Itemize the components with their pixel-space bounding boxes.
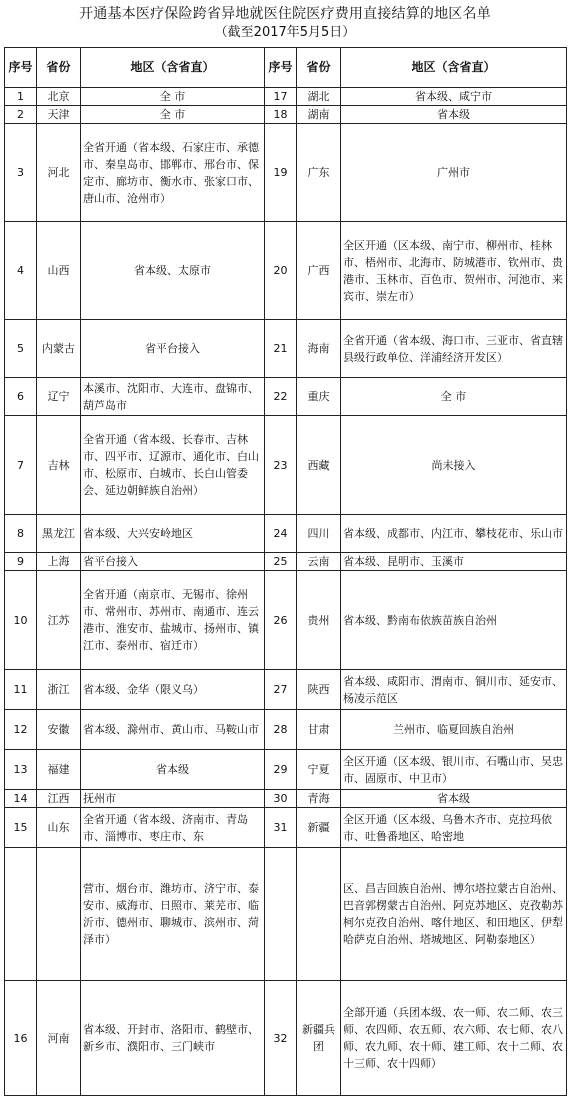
province-name: 北京	[37, 88, 81, 106]
table-row	[5, 88, 567, 106]
province-name: 新疆兵团	[297, 981, 341, 1096]
table-row	[5, 515, 567, 553]
province-name: 广西	[297, 222, 341, 320]
header-region-left: 地区（含省直）	[81, 48, 265, 88]
region-list: 省本级、黔南布依族苗族自治州	[341, 571, 567, 670]
row-number: 24	[265, 515, 297, 553]
row-number: 5	[5, 320, 37, 378]
region-list: 省本级、滁州市、黄山市、马鞍山市	[81, 710, 265, 750]
table-row	[5, 320, 567, 378]
province-name: 河南	[37, 981, 81, 1096]
row-number: 20	[265, 222, 297, 320]
row-number: 22	[265, 378, 297, 416]
row-number: 19	[265, 124, 297, 222]
region-list: 全省开通（省本级、济南市、青岛市、淄博市、枣庄市、东	[81, 808, 265, 848]
province-name: 云南	[297, 553, 341, 571]
region-list: 省本级、金华（限义乌）	[81, 670, 265, 710]
row-number: 14	[5, 790, 37, 808]
region-list: 全区开通（区本级、南宁市、柳州市、桂林市、梧州市、北海市、防城港市、钦州市、贵港市、玉林市、百色市、贺州市、河池市、来宾市、崇左市）	[341, 222, 567, 320]
table-row	[5, 571, 567, 670]
province-name: 陕西	[297, 670, 341, 710]
row-number: 13	[5, 750, 37, 790]
row-number: 16	[5, 981, 37, 1096]
table-row	[5, 790, 567, 808]
province-name: 西藏	[297, 416, 341, 515]
region-list: 省本级、咸宁市	[341, 88, 567, 106]
row-number: 8	[5, 515, 37, 553]
region-list: 省本级、大兴安岭地区	[81, 515, 265, 553]
region-list: 尚未接入	[341, 416, 567, 515]
region-list: 本溪市、沈阳市、大连市、盘锦市、葫芦岛市	[81, 378, 265, 416]
row-number: 30	[265, 790, 297, 808]
row-number: 1	[5, 88, 37, 106]
region-list: 全省开通（省本级、石家庄市、承德市、秦皇岛市、邯郸市、邢台市、保定市、廊坊市、衡水市、张家口市、唐山市、沧州市）	[81, 124, 265, 222]
row-number: 6	[5, 378, 37, 416]
row-number: 26	[265, 571, 297, 670]
row-number: 11	[5, 670, 37, 710]
table-row	[5, 710, 567, 750]
region-list: 省本级	[341, 106, 567, 124]
region-list: 全区开通（区本级、银川市、石嘴山市、吴忠市、固原市、中卫市）	[341, 750, 567, 790]
region-list: 区、昌吉回族自治州、博尔塔拉蒙古自治州、巴音郭楞蒙古自治州、阿克苏地区、克孜勒苏柯尔克孜自治州、喀什地区、和田地区、伊犁哈萨克自治州、塔城地区、阿勒泰地区）	[341, 848, 567, 981]
region-list: 营市、烟台市、潍坊市、济宁市、泰安市、威海市、日照市、莱芜市、临沂市、德州市、聊城市、滨州市、菏泽市）	[81, 848, 265, 981]
row-number: 29	[265, 750, 297, 790]
document-subtitle: （截至2017年5月5日）	[214, 25, 356, 40]
row-number: 27	[265, 670, 297, 710]
region-list: 省平台接入	[81, 320, 265, 378]
table-row	[5, 416, 567, 515]
region-list: 全 市	[341, 378, 567, 416]
table-row	[5, 981, 567, 1096]
row-number: 4	[5, 222, 37, 320]
province-name: 贵州	[297, 571, 341, 670]
region-list: 全省开通（南京市、无锡市、徐州市、常州市、苏州市、南通市、连云港市、淮安市、盐城市、扬州市、镇江市、泰州市、宿迁市）	[81, 571, 265, 670]
region-list: 全省开通（省本级、长春市、吉林市、四平市、辽源市、通化市、白山市、松原市、白城市、长白山管委会、延边朝鲜族自治州）	[81, 416, 265, 515]
province-name: 河北	[37, 124, 81, 222]
province-name: 甘肃	[297, 710, 341, 750]
row-number: 28	[265, 710, 297, 750]
region-list: 省本级、昆明市、玉溪市	[341, 553, 567, 571]
region-list: 省平台接入	[81, 553, 265, 571]
province-name: 青海	[297, 790, 341, 808]
header-no-right: 序号	[265, 48, 297, 88]
region-list: 全省开通（省本级、海口市、三亚市、省直辖县级行政单位、洋浦经济开发区）	[341, 320, 567, 378]
table-row	[5, 750, 567, 790]
province-name: 湖北	[297, 88, 341, 106]
province-name	[37, 848, 81, 981]
table-header-row	[5, 48, 567, 88]
row-number: 25	[265, 553, 297, 571]
province-name: 宁夏	[297, 750, 341, 790]
row-number: 2	[5, 106, 37, 124]
region-list: 省本级	[341, 790, 567, 808]
header-region-right: 地区（含省直）	[341, 48, 567, 88]
province-name: 湖南	[297, 106, 341, 124]
province-name: 重庆	[297, 378, 341, 416]
region-list: 全区开通（区本级、乌鲁木齐市、克拉玛依市、吐鲁番地区、哈密地	[341, 808, 567, 848]
row-number: 9	[5, 553, 37, 571]
row-number: 3	[5, 124, 37, 222]
province-name: 新疆	[297, 808, 341, 848]
province-name: 辽宁	[37, 378, 81, 416]
region-list: 全 市	[81, 106, 265, 124]
province-name: 内蒙古	[37, 320, 81, 378]
province-name: 山东	[37, 808, 81, 848]
row-number: 31	[265, 808, 297, 848]
row-number: 32	[265, 981, 297, 1096]
row-number: 21	[265, 320, 297, 378]
province-name: 江西	[37, 790, 81, 808]
table-row	[5, 670, 567, 710]
province-name: 四川	[297, 515, 341, 553]
row-number: 12	[5, 710, 37, 750]
row-number: 15	[5, 808, 37, 848]
table-row	[5, 378, 567, 416]
table-row	[5, 553, 567, 571]
row-number: 7	[5, 416, 37, 515]
region-list: 省本级、开封市、洛阳市、鹤壁市、新乡市、濮阳市、三门峡市	[81, 981, 265, 1096]
region-list: 广州市	[341, 124, 567, 222]
province-name: 上海	[37, 553, 81, 571]
region-list: 省本级、咸阳市、渭南市、铜川市、延安市、杨凌示范区	[341, 670, 567, 710]
document-title: 开通基本医疗保险跨省异地就医住院医疗费用直接结算的地区名单	[79, 6, 491, 22]
province-name: 海南	[297, 320, 341, 378]
row-number: 18	[265, 106, 297, 124]
table-row	[5, 106, 567, 124]
region-list: 省本级、成都市、内江市、攀枝花市、乐山市	[341, 515, 567, 553]
region-table	[4, 47, 567, 1096]
row-number: 10	[5, 571, 37, 670]
table-row	[5, 808, 567, 848]
province-name: 黑龙江	[37, 515, 81, 553]
province-name	[297, 848, 341, 981]
table-row	[5, 124, 567, 222]
header-province-left: 省份	[37, 48, 81, 88]
row-number	[5, 848, 37, 981]
region-list: 抚州市	[81, 790, 265, 808]
province-name: 安徽	[37, 710, 81, 750]
province-name: 吉林	[37, 416, 81, 515]
region-list: 全部开通（兵团本级、农一师、农二师、农三师、农四师、农五师、农六师、农七师、农八师、农九师、农十师、建工师、农十二师、农十三师、农十四师）	[341, 981, 567, 1096]
row-number: 17	[265, 88, 297, 106]
region-list: 兰州市、临夏回族自治州	[341, 710, 567, 750]
province-name: 浙江	[37, 670, 81, 710]
province-name: 天津	[37, 106, 81, 124]
table-row	[5, 848, 567, 981]
region-list: 省本级	[81, 750, 265, 790]
row-number: 23	[265, 416, 297, 515]
region-list: 全 市	[81, 88, 265, 106]
province-name: 山西	[37, 222, 81, 320]
table-row	[5, 222, 567, 320]
row-number	[265, 848, 297, 981]
province-name: 广东	[297, 124, 341, 222]
province-name: 福建	[37, 750, 81, 790]
header-no-left: 序号	[5, 48, 37, 88]
region-list: 省本级、太原市	[81, 222, 265, 320]
province-name: 江苏	[37, 571, 81, 670]
header-province-right: 省份	[297, 48, 341, 88]
table-body	[5, 88, 567, 1096]
